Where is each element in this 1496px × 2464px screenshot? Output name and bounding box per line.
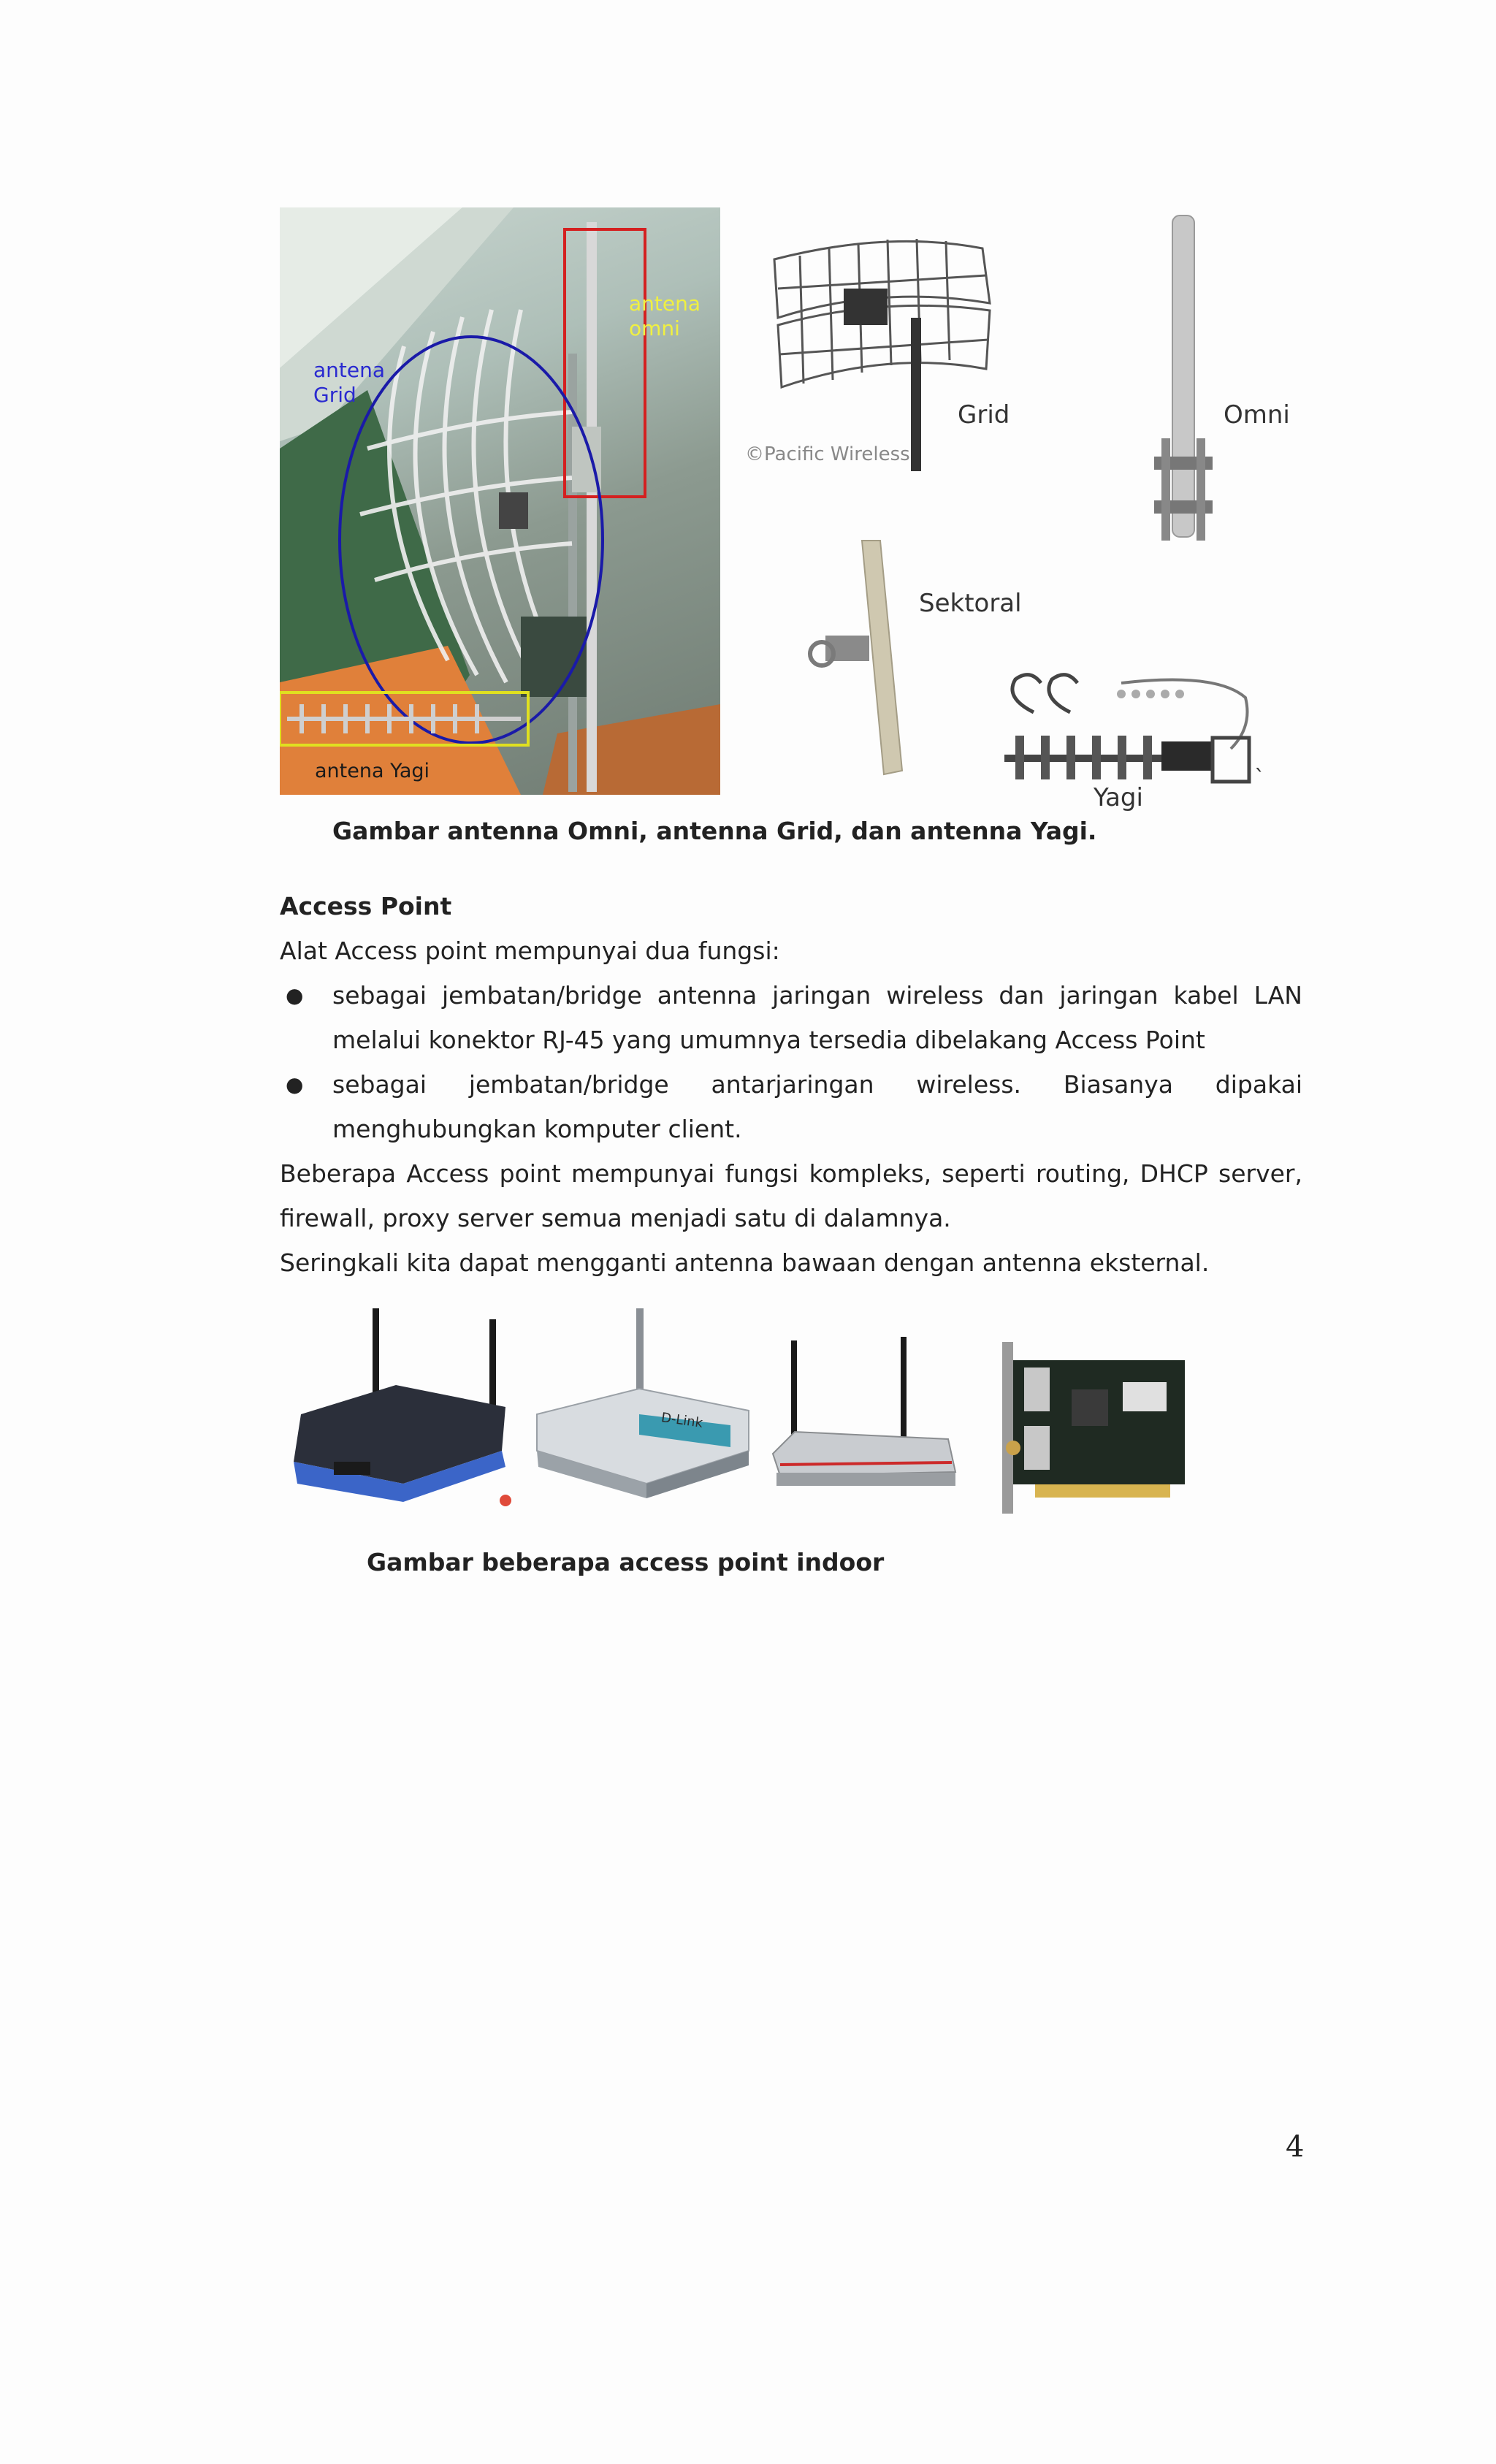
- paragraph-2: Seringkali kita dapat mengganti antenna bawaan dengan antenna eksternal.: [280, 1248, 1210, 1277]
- dlink-logo-text: D-Link: [660, 1410, 704, 1431]
- grid-photo-label: antena Grid: [313, 358, 386, 407]
- bullet-marker: ●: [286, 983, 304, 1007]
- sektoral-antenna-drawing: [793, 537, 917, 778]
- grid-watermark: ©Pacific Wireless: [745, 443, 910, 465]
- bullet-2-line-1: sebagai jembatan/bridge antarjaringan wireless. Biasanya dipakai: [332, 1070, 1302, 1099]
- figure2-caption: Gambar beberapa access point indoor: [367, 1548, 885, 1576]
- figure1-caption: Gambar antenna Omni, antenna Grid, dan antenna Yagi.: [332, 817, 1097, 845]
- bullet-2-line-2: menghubungkan komputer client.: [332, 1115, 742, 1143]
- grid-antenna-image: [741, 215, 997, 471]
- access-point-image-1: [286, 1305, 520, 1509]
- router-blue-drawing: [286, 1305, 520, 1509]
- sektoral-label: Sektoral: [919, 589, 1022, 618]
- paragraph-1-line-1: Beberapa Access point mempunyai fungsi kompleks, seperti routing, DHCP server,: [280, 1159, 1302, 1188]
- grid-antenna-drawing: [741, 215, 997, 471]
- yagi-antenna-image: [997, 668, 1275, 789]
- omni-photo-label: antena omni: [629, 291, 701, 340]
- omni-antenna-drawing: [1140, 212, 1300, 548]
- antenna-installation-photo: [280, 207, 720, 795]
- omni-label: Omni: [1224, 400, 1290, 430]
- access-point-image-4: [991, 1338, 1188, 1517]
- pci-card-drawing: [991, 1338, 1188, 1517]
- access-point-image-2: [530, 1305, 756, 1509]
- yagi-antenna-drawing: [997, 668, 1275, 789]
- page-number: 4: [1286, 2130, 1305, 2164]
- router-dlink-drawing: [530, 1305, 756, 1509]
- stray-tick-mark: `: [1254, 766, 1265, 791]
- router-silver-drawing: [766, 1337, 959, 1501]
- bullet-marker: ●: [286, 1072, 304, 1096]
- yagi-label: Yagi: [1094, 783, 1143, 812]
- sektoral-antenna-image: [793, 537, 917, 778]
- paragraph-1-line-2: firewall, proxy server semua menjadi satu di dalamnya.: [280, 1204, 951, 1232]
- bullet-1-line-1: sebagai jembatan/bridge antenna jaringan wireless dan jaringan kabel LAN: [332, 981, 1302, 1010]
- section-intro: Alat Access point mempunyai dua fungsi:: [280, 937, 780, 965]
- access-point-image-3: [766, 1337, 959, 1501]
- grid-label: Grid: [958, 400, 1010, 430]
- section-heading: Access Point: [280, 892, 452, 920]
- omni-antenna-image: [1140, 212, 1300, 548]
- yagi-photo-label: antena Yagi: [315, 760, 430, 782]
- bullet-1-line-2: melalui konektor RJ-45 yang umumnya tersedia dibelakang Access Point: [332, 1026, 1205, 1054]
